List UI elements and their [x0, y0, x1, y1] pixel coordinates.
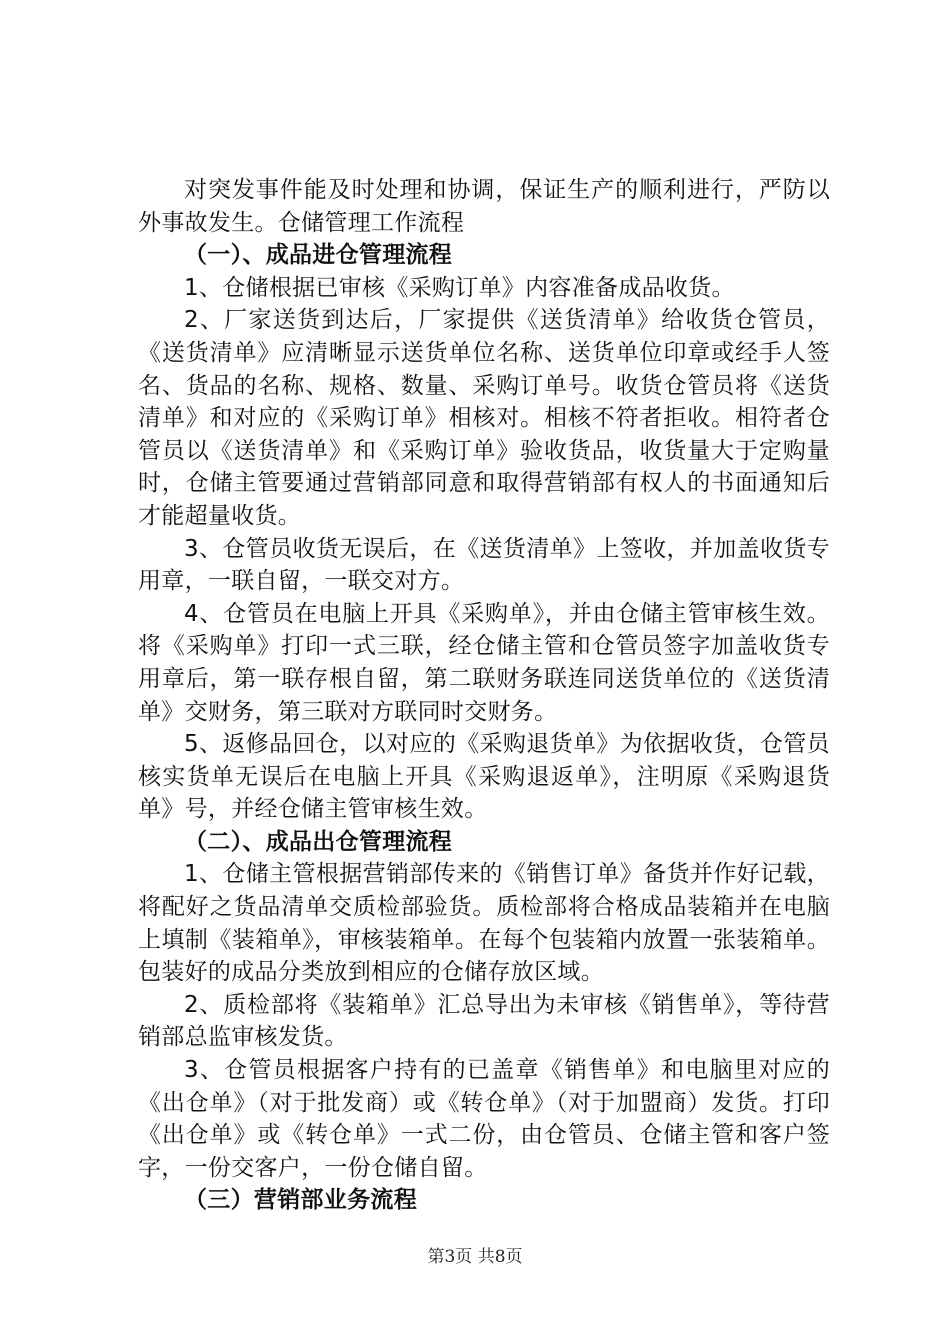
paragraph: 1、仓储根据已审核《采购订单》内容准备成品收货。: [184, 274, 735, 301]
paragraph: 对突发事件能及时处理和协调，保证生产的顺利进行，严防以外事故发生。仓储管理工作流程: [138, 177, 830, 236]
section-heading-3: （三）营销部业务流程: [184, 1187, 417, 1214]
paragraph: 3、仓管员收货无误后，在《送货清单》上签收，并加盖收货专用章，一联自留，一联交对方。: [138, 535, 830, 595]
paragraph: 4、仓管员在电脑上开具《采购单》，并由仓储主管审核生效。将《采购单》打印一式三联，经仓储主管和仓管员签字加盖收货专用章后，第一联存根自留，第二联财务联连同送货单位的《送货清单》交财务，第三联对方联同时交财务。: [138, 600, 830, 725]
section-heading-2: （二）、成品出仓管理流程: [184, 828, 453, 855]
document-body: [138, 174, 830, 1217]
paragraph: 3、仓管员根据客户持有的已盖章《销售单》和电脑里对应的《出仓单》（对于批发商）或《转仓单》（对于加盟商）发货。打印《出仓单》或《转仓单》一式二份，由仓管员、仓储主管和客户签字，一份交客户，一份仓储自留。: [138, 1057, 830, 1181]
paragraph: 1、仓储主管根据营销部传来的《销售订单》备货并作好记载，将配好之货品清单交质检部验货。质检部将合格成品装箱并在电脑上填制《装箱单》，审核装箱单。在每个包装箱内放置一张装箱单。包装好的成品分类放到相应的仓储存放区域。: [138, 861, 830, 986]
paragraph: 2、厂家送货到达后，厂家提供《送货清单》给收货仓管员，《送货清单》应清晰显示送货单位名称、送货单位印章或经手人签名、货品的名称、规格、数量、采购订单号。收货仓管员将《送货清单》和对应的《采购订单》相核对。相核不符者拒收。相符者仓管员以《送货清单》和《采购订单》验收货品，收货量大于定购量时，仓储主管要通过营销部同意和取得营销部有权人的书面通知后才能超量收货。: [138, 307, 830, 529]
page-footer: 第3页 共8页: [427, 1247, 523, 1267]
paragraph: 5、返修品回仓，以对应的《采购退货单》为依据收货，仓管员核实货单无误后在电脑上开具《采购退返单》，注明原《采购退货单》号，并经仓储主管审核生效。: [138, 731, 830, 823]
section-heading-1: （一）、成品进仓管理流程: [184, 242, 453, 269]
paragraph: 2、质检部将《装箱单》汇总导出为未审核《销售单》，等待营销部总监审核发货。: [138, 991, 830, 1051]
